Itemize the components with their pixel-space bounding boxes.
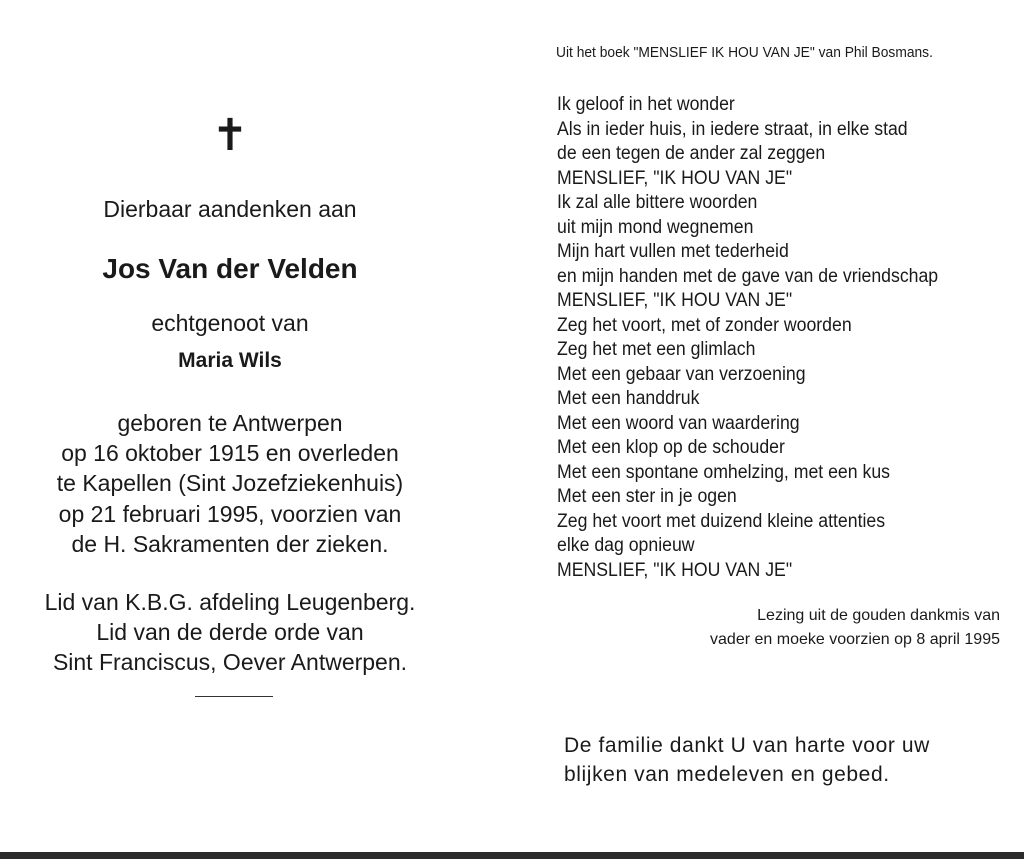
- poem-line: uit mijn mond wegnemen: [557, 216, 754, 238]
- poem-line: MENSLIEF, "IK HOU VAN JE": [557, 559, 793, 581]
- birth-death-line: op 16 oktober 1915 en overleden: [61, 440, 399, 466]
- family-thanks: [564, 731, 930, 789]
- spouse-name: Maria Wils: [178, 349, 282, 372]
- membership-line: Lid van K.B.G. afdeling Leugenberg.: [44, 589, 416, 615]
- poem-line: Met een spontane omhelzing, met een kus: [557, 461, 890, 483]
- reading-note: [710, 604, 1000, 652]
- birth-death-line: te Kapellen (Sint Jozefziekenhuis): [56, 470, 404, 496]
- membership-line: Lid van de derde orde van: [96, 619, 364, 645]
- deceased-name: Jos Van der Velden: [102, 253, 358, 284]
- poem-line: de een tegen de ander zal zeggen: [557, 143, 826, 164]
- poem-line: MENSLIEF, "IK HOU VAN JE": [557, 167, 793, 189]
- poem-line: Ik geloof in het wonder: [557, 94, 735, 115]
- poem-line: Mijn hart vullen met tederheid: [557, 241, 789, 262]
- poem: [557, 93, 967, 583]
- thanks-line: blijken van medeleven en gebed.: [564, 763, 890, 786]
- memorial-heading: Dierbaar aandenken aan: [103, 196, 357, 222]
- poem-line: Met een klop op de schouder: [557, 437, 785, 458]
- birth-death-line: geboren te Antwerpen: [117, 410, 343, 436]
- poem-line: Met een ster in je ogen: [557, 486, 737, 507]
- spouse-intro: echtgenoot van: [151, 310, 309, 336]
- poem-line: Als in ieder huis, in iedere straat, in elke stad: [557, 118, 908, 140]
- birth-death-line: op 21 februari 1995, voorzien van: [58, 501, 402, 527]
- poem-source: Uit het boek "MENSLIEF IK HOU VAN JE" van Phil Bosmans.: [556, 44, 933, 61]
- poem-line: elke dag opnieuw: [557, 535, 695, 556]
- poem-line: Zeg het voort, met of zonder woorden: [557, 314, 852, 336]
- membership-line: Sint Franciscus, Oever Antwerpen.: [52, 649, 408, 675]
- memorial-card-left-panel: [0, 0, 460, 859]
- poem-line: en mijn handen met de gave van de vriendschap: [557, 265, 939, 287]
- poem-line: MENSLIEF, "IK HOU VAN JE": [557, 290, 793, 311]
- birth-death-line: de H. Sakramenten der zieken.: [71, 531, 389, 557]
- scan-edge: [0, 852, 1024, 859]
- reading-line: vader en moeke voorzien op 8 april 1995: [710, 631, 1000, 648]
- divider-line: [195, 696, 273, 697]
- poem-line: Met een woord van waardering: [557, 412, 800, 434]
- poem-line: Zeg het voort met duizend kleine attenties: [557, 510, 886, 532]
- poem-line: Met een gebaar van verzoening: [557, 363, 806, 385]
- poem-line: Zeg het met een glimlach: [557, 339, 756, 360]
- poem-line: Met een handdruk: [557, 388, 700, 409]
- poem-line: Ik zal alle bittere woorden: [557, 192, 758, 213]
- thanks-line: De familie dankt U van harte voor uw: [564, 734, 930, 757]
- reading-line: Lezing uit de gouden dankmis van: [757, 607, 1000, 624]
- cross-icon: ✝: [211, 110, 249, 161]
